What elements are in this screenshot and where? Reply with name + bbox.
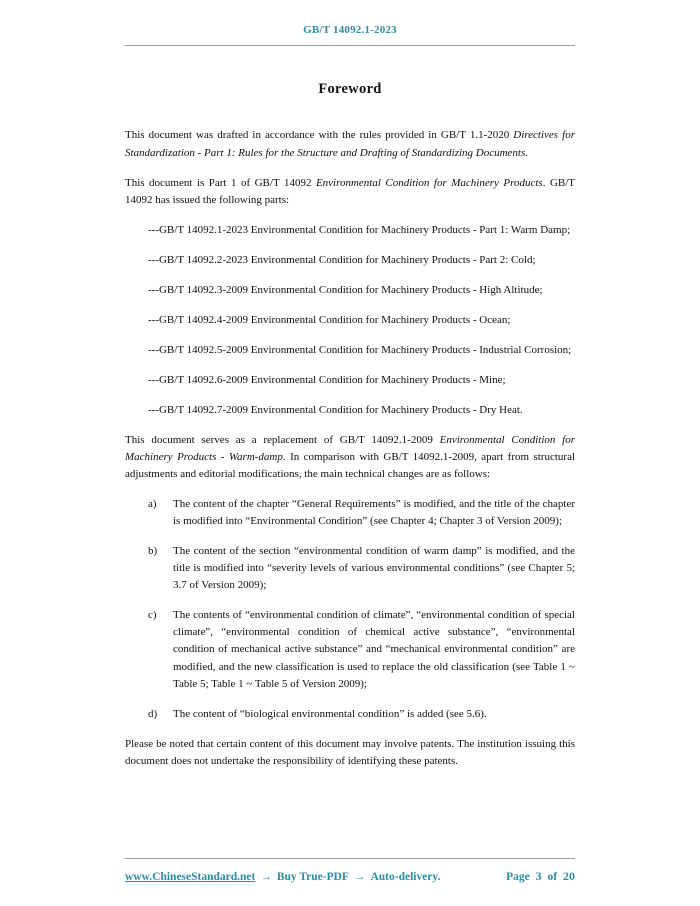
document-body [0,46,700,783]
list-label: d) [148,707,158,720]
list-item-part-2: ---GB/T 14092.2-2023 Environmental Condition for Machinery Products - Part 2: Cold; [148,253,536,266]
page-footer [0,849,700,906]
page-header [0,0,700,46]
text-run: . GB/T 14092 has issued the following parts: [125,176,576,206]
arrow-icon: → [260,871,272,883]
text-run: This document is Part 1 of GB/T 14092 [125,176,316,189]
list-label: b) [148,545,158,558]
text-run: This document was drafted in accordance with the rules provided in GB/T 1.1-2020 [125,129,514,142]
italic-run: Environmental Condition for Machinery Products [315,176,543,189]
italic-run: Environmental Condition for Machinery Products - Warm-damp [125,433,575,464]
page-number [503,869,575,884]
page-label: Page [506,871,530,883]
page-current: 3 [535,869,542,883]
list-item-change-d [148,706,575,723]
text-run: . [525,146,529,159]
footer-buy-text: Buy True-PDF [276,871,349,883]
footer-rule [125,858,575,859]
list-text: The content of the section “environmental condition of warm damp” is modified, and the title is modified into “severity levels of various environmental conditions” (see Chapter 5; 3.7 of Version 2009); [173,545,575,592]
website-link[interactable]: www.ChineseStandard.net [125,871,256,883]
arrow-icon: → [353,871,366,883]
of-label: of [547,871,558,883]
list-item-part-7: ---GB/T 14092.7-2009 Environmental Condition for Machinery Products - Dry Heat. [148,403,523,416]
list-item-part-6: ---GB/T 14092.6-2009 Environmental Condition for Machinery Products - Mine; [148,373,506,386]
paragraph-drafted [125,127,575,161]
paragraph-patents: Please be noted that certain content of this document may involve patents. The institution issuing this document does not undertake the responsibility of identifying these patents. [125,737,575,767]
list-text: The contents of “environmental condition of climate”, “environmental condition of special climate”, “environmental condition of chemical active substance”, “environmental condition of mechanical active substance” and “mechanical environmental condition” are modified, and the new classification is used to replace the old classification (see Table 1 ~ Table 5; Table 1 ~ Table 5 of Version 2009); [173,609,575,690]
list-label: a) [148,498,157,511]
footer-row [125,869,575,884]
page-title: Foreword [318,81,382,97]
footer-delivery-text: Auto-delivery. [370,871,441,883]
list-item-change-a [148,496,575,530]
list-text: The content of “biological environmental condition” is added (see 5.6). [173,707,487,720]
list-item-part-1: ---GB/T 14092.1-2023 Environmental Condition for Machinery Products - Part 1: Warm Damp; [148,223,571,236]
list-item-part-5: ---GB/T 14092.5-2009 Environmental Condition for Machinery Products - Industrial Corrosion; [148,343,572,356]
footer-promo [125,871,440,883]
paragraph-replacement [125,432,575,483]
list-text: The content of the chapter “General Requirements” is modified, and the title of the chapter is modified into “Environmental Condition” (see Chapter 4; Chapter 3 of Version 2009); [173,498,575,528]
italic-run: Directives for Standardization - Part 1: Rules for the Structure and Drafting of Standardizing Documents [125,129,575,159]
text-run: . In comparison with GB/T 14092.1-2009, apart from structural adjustments and editorial modifications, the main technical changes are as follows: [125,451,576,481]
page-total: 20 [563,869,575,883]
doc-number: GB/T 14092.1-2023 [303,24,397,36]
list-item-change-c [148,607,575,692]
list-item-part-4: ---GB/T 14092.4-2009 Environmental Condition for Machinery Products - Ocean; [148,313,511,326]
paragraph-part-of [125,175,575,209]
list-label: c) [148,609,157,622]
list-item-part-3: ---GB/T 14092.3-2009 Environmental Condition for Machinery Products - High Altitude; [148,283,543,296]
list-item-change-b [148,543,575,594]
text-run: This document serves as a replacement of GB/T 14092.1-2009 [125,433,440,446]
